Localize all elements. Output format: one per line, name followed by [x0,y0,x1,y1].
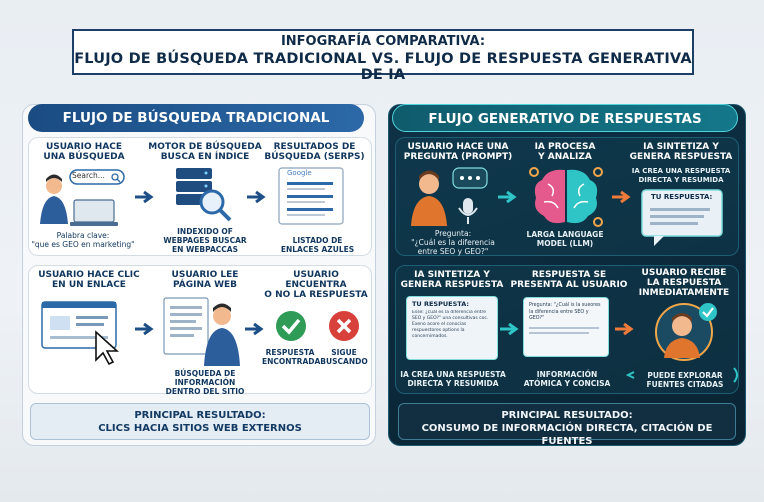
presented-card-line [529,332,589,334]
answer-card-small-title: TU RESPUESTA: [412,300,469,308]
found-label [262,348,321,366]
notfound-label [318,348,370,366]
step-process-title [520,142,610,162]
step-search-caption [28,231,138,249]
step-synth-title-l2: GENERA RESPUESTA [629,152,733,162]
step-present-caption [512,370,622,388]
person-reading-icon [160,296,244,368]
satisfied-user-icon [652,300,722,364]
step-receive-title-l1: USUARIO RECIBE [641,268,727,278]
arrow-right-icon [135,190,157,204]
generative-result-line-1: PRINCIPAL RESULTADO: [501,410,633,421]
step-search-title-l2: UNA BÚSQUEDA [43,152,125,162]
step-read-caption-l3: DENTRO DEL SITIO [165,387,245,396]
step-synth2-caption-l1: IA CREA UNA RESPUESTA [400,370,506,379]
step-index-title-l2: BUSCA EN ÍNDICE [160,152,250,162]
step-prompt-title-l2: PREGUNTA (PROMPT) [403,152,513,162]
user-microphone-icon [405,164,491,228]
step-click-title-l2: EN UN ENLACE [52,280,126,290]
step-search-caption-l2: "que es GEO en marketing" [31,240,135,249]
arrow-right-icon [247,190,269,204]
step-synth-sub-l2: DIRECTA Y RESUMIDA [638,176,724,184]
generative-result [398,403,736,447]
step-process-caption [510,230,620,248]
title-line-1: INFOGRAFÍA COMPARATIVA: [280,34,486,49]
step-prompt-caption-l2: "¿Cuál es la diferencia [411,238,495,247]
step-synth2-caption-l2: DIRECTA Y RESUMIDA [407,379,499,388]
traditional-header: FLUJO DE BÚSQUEDA TRADICIONAL [28,104,364,132]
google-logo-text: Google [287,169,312,177]
step-index-caption-l2: WEBPAGES BUSCAR [163,236,247,245]
step-receive-caption-l1: PUEDE EXPLORAR [647,371,723,380]
step-synth2-title-l1: IA SINTETIZA Y [414,270,490,280]
step-present-title [510,270,628,290]
generative-result-line-2: CONSUMO DE INFORMACIÓN DIRECTA, CITACIÓN DE FUENTES [421,423,713,447]
title-line-2: FLUJO DE BÚSQUEDA TRADICIONAL VS. FLUJO DE RESPUESTA GENERATIVA DE IA [74,51,692,83]
step-search-title-l1: USUARIO HACE [45,142,123,152]
step-process-title-l2: Y ANALIZA [538,152,592,162]
step-synth2-caption [398,370,508,388]
notfound-label-l1: SIGUE [331,348,357,357]
found-label-l2: ENCONTRADA [262,357,321,366]
traditional-result-line-2: CLICS HACIA SITIOS WEB EXTERNOS [98,423,302,434]
presented-card-text: Pregunta: "¿Cuál is la sueores la diferencia entre SEO y GEO?" [529,303,601,321]
answer-card-small [406,296,498,360]
step-read-caption [155,369,255,396]
step-serp-title [262,142,367,162]
step-search-caption-l1: Palabra clave: [56,231,110,240]
check-icon [275,310,307,342]
step-read-title-l2: PÁGINA WEB [172,280,238,290]
step-prompt-title [398,142,518,162]
step-index-caption-l1: INDEXIDO OF [177,227,233,236]
server-search-icon [172,166,234,224]
step-prompt-title-l1: USUARIO HACE UNA [407,142,509,152]
step-outcome-title-l2: O NO LA RESPUESTA [264,290,368,300]
step-read-caption-l1: BÚSQUEDA DE [174,369,236,378]
arrow-right-icon [245,322,267,336]
step-present-caption-l1: INFORMACIÓN [536,370,598,379]
arrow-right-icon [500,322,522,336]
brain-icon [528,164,604,230]
step-synth-sub [625,167,737,185]
step-read-caption-l2: INFORMACIÓN [174,378,236,387]
step-synth-title [625,142,737,162]
step-present-title-l1: RESPUESTA SE [531,270,607,280]
arrow-right-icon [615,322,637,336]
notfound-label-l2: BUSCANDO [320,357,368,366]
generative-header: FLUJO GENERATIVO DE RESPUESTAS [392,104,738,132]
step-serp-title-l1: RESULTADOS DE [273,142,356,152]
step-serp-caption-l2: ENLACES AZULES [280,245,355,254]
arrow-right-icon [498,190,520,204]
step-receive-title-l3: INMEDIATAMENTE [638,288,730,298]
step-receive-caption-l2: FUENTES CITADAS [646,380,724,389]
answer-card-title: TU RESPUESTA: [651,193,713,201]
step-synth-title-l1: IA SINTETIZA Y [643,142,719,152]
cursor-click-icon [40,296,126,366]
step-present-title-l2: PRESENTA AL USUARIO [510,280,628,290]
step-receive-title-l2: LA RESPUESTA [646,278,722,288]
step-click-title-l1: USUARIO HACE CLIC [38,270,140,280]
traditional-result [30,403,370,440]
title-box [72,29,694,83]
arrow-right-icon [612,190,634,204]
traditional-result-line-1: PRINCIPAL RESULTADO: [134,410,266,421]
search-box-text: Search... [72,171,105,180]
step-synth2-title-l2: GENERA RESPUESTA [400,280,504,290]
step-index-title-l1: MOTOR DE BÚSQUEDA [148,142,262,152]
step-synth2-title [398,270,506,290]
step-serp-caption-l1: LISTADO DE [292,236,343,245]
answer-card-small-text: Esse: ¿cuál es la diferencia entre SEO y GEO?" una consultivas coc. Exeno acore el conocias respuestores options la concernimados. [412,310,489,339]
presented-card [523,297,609,357]
step-receive-title [632,268,736,298]
step-process-caption-l2: MODEL (LLM) [536,239,594,248]
step-process-caption-l1: LARGA LANGUAGE [526,230,604,239]
step-present-caption-l2: ATÓMICA Y CONCISA [523,379,611,388]
presented-card-line [529,327,599,329]
cycle-arrows-icon [624,360,744,390]
step-outcome-title-l1: USUARIO ENCUENTRA [285,270,347,290]
step-index-title [145,142,265,162]
step-process-title-l1: IA PROCESA [534,142,596,152]
step-prompt-caption-l1: Pregunta: [434,229,472,238]
step-read-title-l1: USUARIO LEE [171,270,239,280]
step-outcome-title [262,270,370,300]
step-serp-title-l2: BÚSQUEDA (SERPS) [264,152,365,162]
step-serp-caption [270,236,365,254]
step-read-title [155,270,255,290]
step-search-title [34,142,134,162]
step-index-caption [150,227,260,254]
step-click-title [33,270,145,290]
step-prompt-caption [398,229,508,256]
step-synth-sub-l1: IA CREA UNA RESPUESTA [631,167,731,175]
step-index-caption-l3: EN WEBPACCAS [172,245,238,254]
step-prompt-caption-l3: entre SEO y GEO?" [417,247,489,256]
cross-icon [328,310,360,342]
arrow-right-icon [135,322,157,336]
found-label-l1: RESPUESTA [265,348,315,357]
